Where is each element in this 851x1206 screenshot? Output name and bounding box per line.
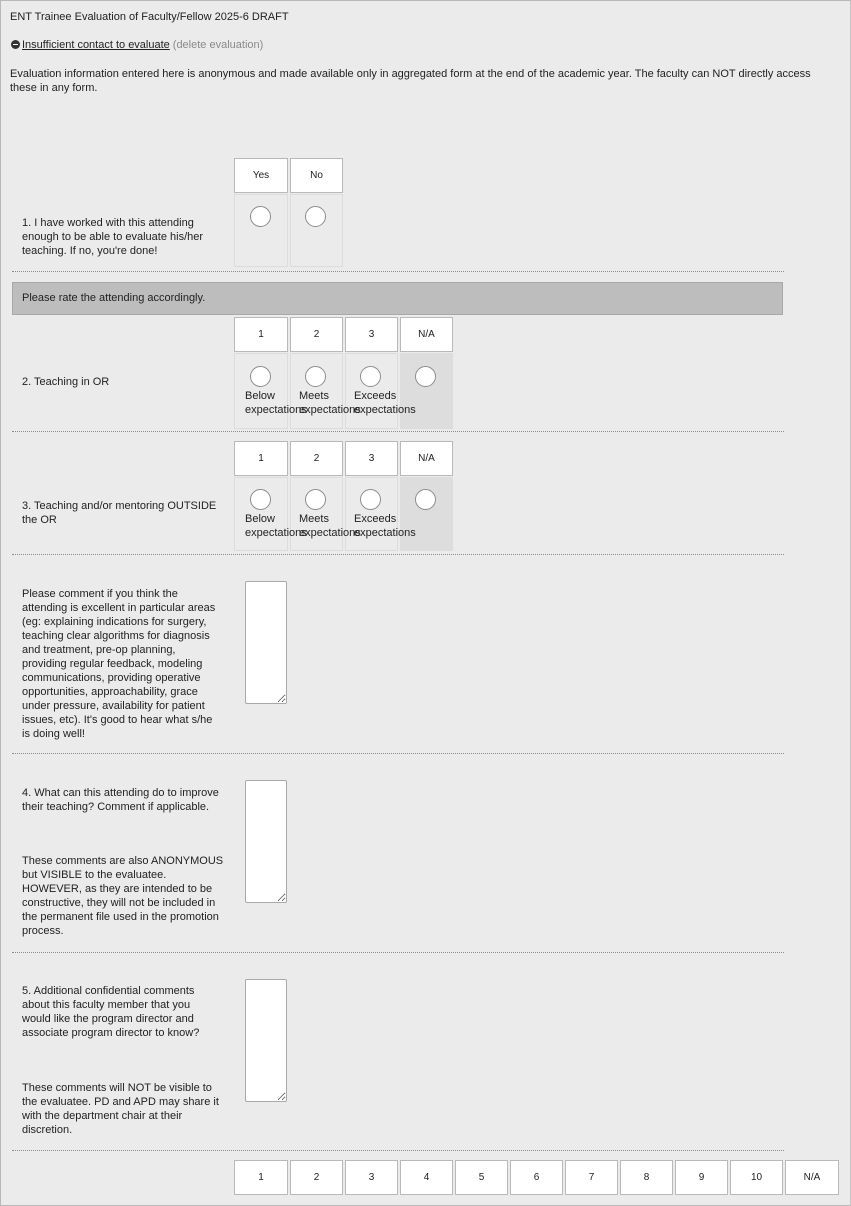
q2-label-meets: Meets expectations xyxy=(299,390,361,416)
q2-label-below: Below expectations xyxy=(245,390,307,416)
q2-question-text: 2. Teaching in OR xyxy=(22,376,110,388)
q4-note-text: These comments are also ANONYMOUS but VISIBLE to the evaluatee. HOWEVER, as they are intended to be constructive, they will not be included in the permanent file used in the promotion process. xyxy=(22,855,224,937)
q3-radio-3[interactable] xyxy=(360,489,381,510)
q1-radio-no[interactable] xyxy=(305,206,326,227)
q4-question-text: 4. What can this attending do to improve their teaching? Comment if applicable. xyxy=(22,787,219,813)
q2-label-exceeds: Exceeds expectations xyxy=(354,390,416,416)
q2-radio-3[interactable] xyxy=(360,366,381,387)
q5-comment-textarea[interactable] xyxy=(245,979,287,1102)
q6-header-10: 10 xyxy=(730,1160,783,1195)
separator xyxy=(12,753,784,754)
q1-header-yes: Yes xyxy=(234,158,288,193)
comment-excellent-textarea[interactable] xyxy=(245,581,287,704)
q3-question-text: 3. Teaching and/or mentoring OUTSIDE the OR xyxy=(22,500,217,526)
intro-text: Evaluation information entered here is anonymous and made available only in aggregated form at the end of the academic year. The faculty can NOT directly access these in any form. xyxy=(10,68,811,94)
q2-radio-na[interactable] xyxy=(415,366,436,387)
q6-header-7: 7 xyxy=(565,1160,618,1195)
q5-note-text: These comments will NOT be visible to the evaluatee. PD and APD may share it with the department chair at their discretion. xyxy=(22,1082,219,1136)
q1-header-no: No xyxy=(290,158,343,193)
q6-header-3: 3 xyxy=(345,1160,398,1195)
separator xyxy=(12,431,784,432)
rate-attending-banner: Please rate the attending accordingly. xyxy=(12,282,783,315)
q1-cell-no xyxy=(290,194,343,267)
q3-header-3: 3 xyxy=(345,441,398,476)
q3-radio-1[interactable] xyxy=(250,489,271,510)
q2-header-na: N/A xyxy=(400,317,453,352)
q6-header-9: 9 xyxy=(675,1160,728,1195)
q4-comment-textarea[interactable] xyxy=(245,780,287,903)
q2-radio-1[interactable] xyxy=(250,366,271,387)
q6-header-5: 5 xyxy=(455,1160,508,1195)
q2-header-1: 1 xyxy=(234,317,288,352)
q5-question-text: 5. Additional confidential comments about this faculty member that you would like the program director and associate program director to know? xyxy=(22,985,200,1039)
q3-label-below: Below expectations xyxy=(245,513,307,539)
q3-header-2: 2 xyxy=(290,441,343,476)
q1-question-text: 1. I have worked with this attending enough to be able to evaluate his/her teaching. If no, you're done! xyxy=(22,217,204,257)
q3-radio-na[interactable] xyxy=(415,489,436,510)
separator xyxy=(12,1150,784,1151)
q2-radio-2[interactable] xyxy=(305,366,326,387)
q6-header-2: 2 xyxy=(290,1160,343,1195)
separator xyxy=(12,952,784,953)
form-title: ENT Trainee Evaluation of Faculty/Fellow 2025-6 DRAFT xyxy=(10,11,289,23)
comment-excellent-text: Please comment if you think the attending is excellent in particular areas (eg: explaining indications for surgery, teaching clear algorithms for diagnosis and treatment, pre-op planning, providing regular feedback, modeling communications, providing operative opportunities, approachability, grace under pressure, availability for patient issues, etc). It's good to hear what s/he is doing well! xyxy=(22,588,216,740)
q3-radio-2[interactable] xyxy=(305,489,326,510)
q1-radio-yes[interactable] xyxy=(250,206,271,227)
q3-label-exceeds: Exceeds expectations xyxy=(354,513,416,539)
minus-circle-icon[interactable] xyxy=(11,40,20,49)
q6-header-na: N/A xyxy=(785,1160,839,1195)
q3-label-meets: Meets expectations xyxy=(299,513,361,539)
q3-header-1: 1 xyxy=(234,441,288,476)
q6-header-1: 1 xyxy=(234,1160,288,1195)
q2-header-2: 2 xyxy=(290,317,343,352)
separator xyxy=(12,271,784,272)
q3-header-na: N/A xyxy=(400,441,453,476)
q6-header-8: 8 xyxy=(620,1160,673,1195)
q2-header-3: 3 xyxy=(345,317,398,352)
q1-cell-yes xyxy=(234,194,288,267)
q6-header-6: 6 xyxy=(510,1160,563,1195)
separator xyxy=(12,554,784,555)
insufficient-contact-row xyxy=(11,39,263,51)
q6-header-4: 4 xyxy=(400,1160,453,1195)
delete-evaluation-note: (delete evaluation) xyxy=(172,39,264,51)
insufficient-contact-link[interactable]: Insufficient contact to evaluate xyxy=(22,39,170,51)
